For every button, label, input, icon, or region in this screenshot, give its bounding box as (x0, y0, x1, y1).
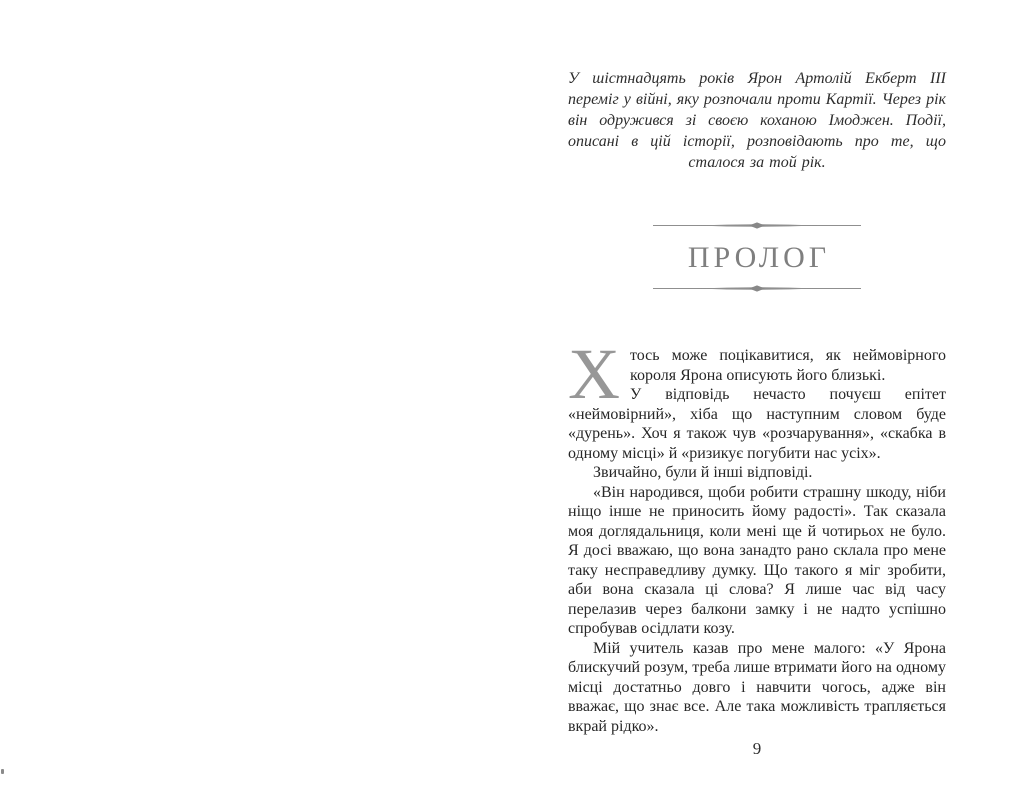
paragraph: У відповідь нечасто почуєш епітет «неймовірний», хіба що наступним словом буде «дурень». Хоч я також чув «розчарування», «скабка в одному місці» й «ризикує погубити нас усіх». (568, 386, 946, 462)
diamond-rule-icon (653, 284, 861, 293)
paragraph: тось може поцікавитися, як неймовірного короля Ярона описують його близькі. (630, 347, 946, 384)
paragraph: Мій учитель казав про мене малого: «У Ярона блискучий розум, треба лише втримати його на одному місці достатньо довго і навчити чогось, адже він вважає, що знає все. Але така можливість трапляється вкрай рідко». (568, 639, 946, 735)
chapter-heading (568, 221, 946, 293)
epigraph: У шістнадцять років Ярон Артолій Екберт III переміг у війні, яку розпочали проти Картії. Через рік він одружився зі своєю коханою Імоджен. Події, описані в цій історії, розповідають про те, що сталося за той рік. (568, 70, 946, 171)
divider-top (568, 221, 946, 230)
chapter-title: ПРОЛОГ (687, 241, 831, 274)
scan-speck (1, 769, 4, 774)
drop-cap: Х (568, 334, 620, 414)
divider-bottom (568, 284, 946, 293)
diamond-rule-icon (653, 221, 861, 230)
paragraph: Звичайно, були й інші відповіді. (593, 464, 813, 481)
prologue-body (568, 334, 946, 736)
paragraph: «Він народився, щоби робити страшну шкоду, ніби ніщо інше не приносить йому радості». Так сказала моя доглядальниця, коли мені ще й чотирьох не було. Я досі вважаю, що вона занадто рано склала про мене таку несправедливу думку. Що такого я міг зробити, аби вона сказала ці слова? Я лише час від часу перелазив через балкони замку і не надто успішно спробував осідлати козу. (568, 483, 946, 637)
page-number: 9 (752, 739, 762, 758)
